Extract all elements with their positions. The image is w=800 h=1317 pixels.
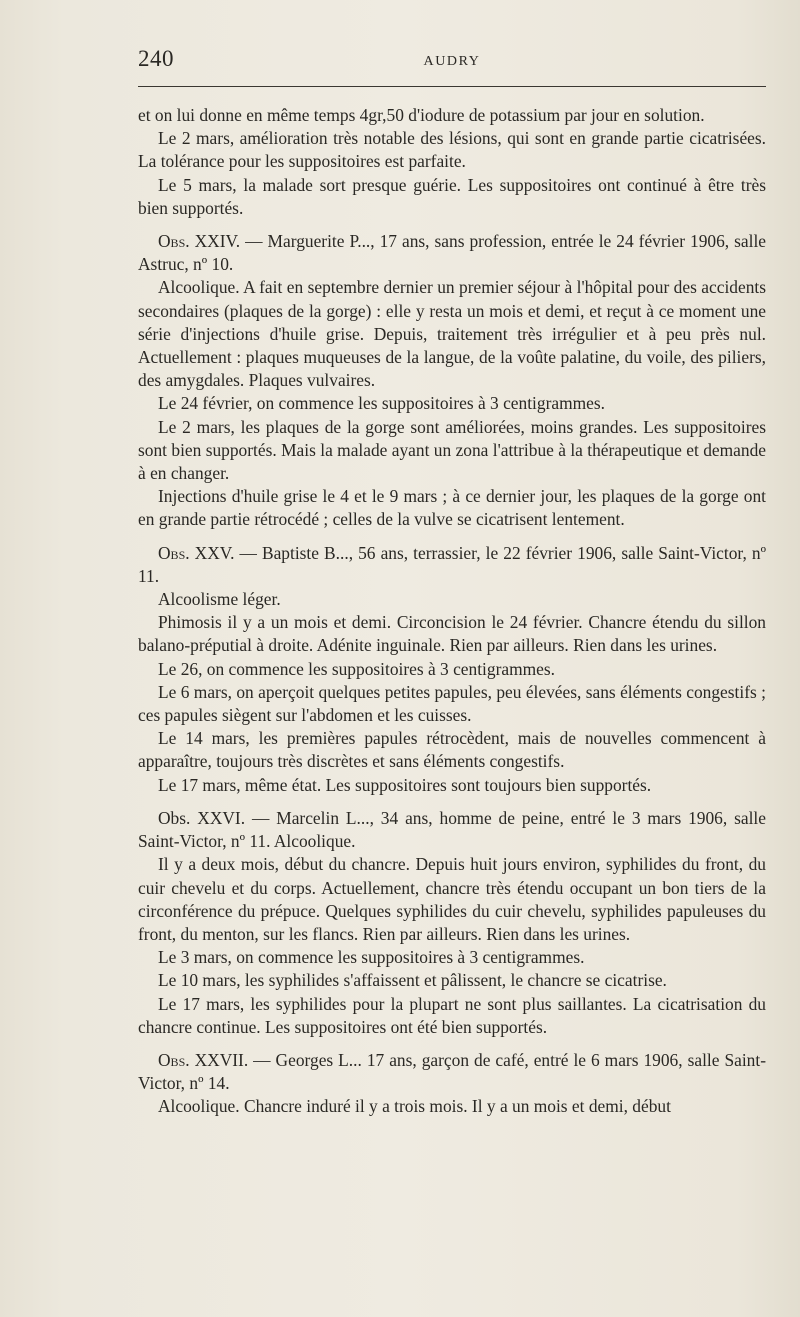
paragraph: Injections d'huile grise le 4 et le 9 mars ; à ce dernier jour, les plaques de la gorge ont en grande partie rétrocédé ; celles de la vulve se cicatrisent lentement. (138, 486, 766, 530)
paragraph: Le 2 mars, amélioration très notable des lésions, qui sont en grande partie cicatrisées. La tolérance pour les suppositoires est parfaite. (138, 128, 766, 172)
paragraph: Le 3 mars, on commence les suppositoires à 3 centigrammes. (158, 947, 585, 968)
paragraph: Le 5 mars, la malade sort presque guérie. Les suppositoires ont continué à être très bien supportés. (138, 174, 766, 218)
observation-label: Obs. XXVI. (158, 807, 246, 828)
observation-label: Obs. XXV. (158, 542, 235, 563)
observation-heading: Obs. XXIV. — Marguerite P..., 17 ans, sans profession, entrée le 24 février 1906, salle Astruc, nº 10. (138, 231, 766, 275)
paragraph: Le 14 mars, les premières papules rétrocèdent, mais de nouvelles commencent à apparaître, toujours très discrètes et sans éléments congestifs. (138, 728, 766, 772)
paragraph: Phimosis il y a un mois et demi. Circoncision le 24 février. Chancre étendu du sillon balano-préputial à droite. Adénite inguinale. Rien par ailleurs. Rien dans les urines. (138, 612, 766, 656)
observation-heading: Obs. XXVI. — Marcelin L..., 34 ans, homme de peine, entré le 3 mars 1906, salle Saint-Victor, nº 11. Alcoolique. (138, 807, 766, 852)
paragraph: Le 2 mars, les plaques de la gorge sont améliorées, moins grandes. Les suppositoires sont bien supportés. Mais la malade ayant un zona l'attribue à la thérapeutique et demande à en changer. (138, 416, 766, 484)
paragraph: Alcoolique. A fait en septembre dernier un premier séjour à l'hôpital pour des accidents secondaires (plaques de la gorge) : elle y resta un mois et demi, et reçut à ce moment une série d'injections d'huile grise. Depuis, traitement très irrégulier et à peu près nul. Actuellement : plaques muqueuses de la langue, de la voûte palatine, du voile, des piliers, des amygdales. Plaques vulvaires. (138, 277, 766, 391)
page-number: 240 (138, 46, 174, 71)
running-head: AUDRY (423, 54, 481, 69)
paragraph: Le 17 mars, les syphilides pour la plupart ne sont plus saillantes. La cicatrisation du chancre continue. Les suppositoires ont été bien supportés. (138, 993, 766, 1037)
paragraph: Le 17 mars, même état. Les suppositoires sont toujours bien supportés. (158, 774, 652, 795)
observation-heading: Obs. XXVII. — Georges L... 17 ans, garçon de café, entré le 6 mars 1906, salle Saint-Victor, nº 14. (138, 1049, 766, 1094)
body-text (138, 104, 766, 1119)
paragraph: Alcoolique. Chancre induré il y a trois mois. Il y a un mois et demi, début (158, 1096, 671, 1117)
paragraph: Le 10 mars, les syphilides s'affaissent et pâlissent, le chancre se cicatrise. (158, 970, 667, 991)
paragraph: Le 26, on commence les suppositoires à 3 centigrammes. (158, 658, 555, 679)
paragraph: Le 6 mars, on aperçoit quelques petites papules, peu élevées, sans éléments congestifs ; ces papules siègent sur l'abdomen et les cuisses. (138, 681, 766, 726)
paragraph: Le 24 février, on commence les suppositoires à 3 centigrammes. (158, 393, 605, 414)
observation-label: Obs. XXIV. (158, 231, 241, 252)
paragraph: Alcoolisme léger. (158, 589, 281, 610)
paragraph: et on lui donne en même temps 4gr,50 d'iodure de potassium par jour en solution. (138, 105, 705, 125)
paragraph: Il y a deux mois, début du chancre. Depuis huit jours environ, syphilides du front, du cuir chevelu et du corps. Actuellement, chancre très étendu occupant un bon tiers de la circonférence du prépuce. Quelques syphilides du cuir chevelu, syphilides papuleuses du front, du menton, sur les flancs. Rien par ailleurs. Rien dans les urines. (138, 854, 766, 944)
observation-heading: Obs. XXV. — Baptiste B..., 56 ans, terrassier, le 22 février 1906, salle Saint-Victor, nº 11. (138, 542, 767, 586)
page-header (138, 46, 766, 78)
header-rule (138, 86, 766, 87)
observation-label: Obs. XXVII. (158, 1049, 249, 1070)
